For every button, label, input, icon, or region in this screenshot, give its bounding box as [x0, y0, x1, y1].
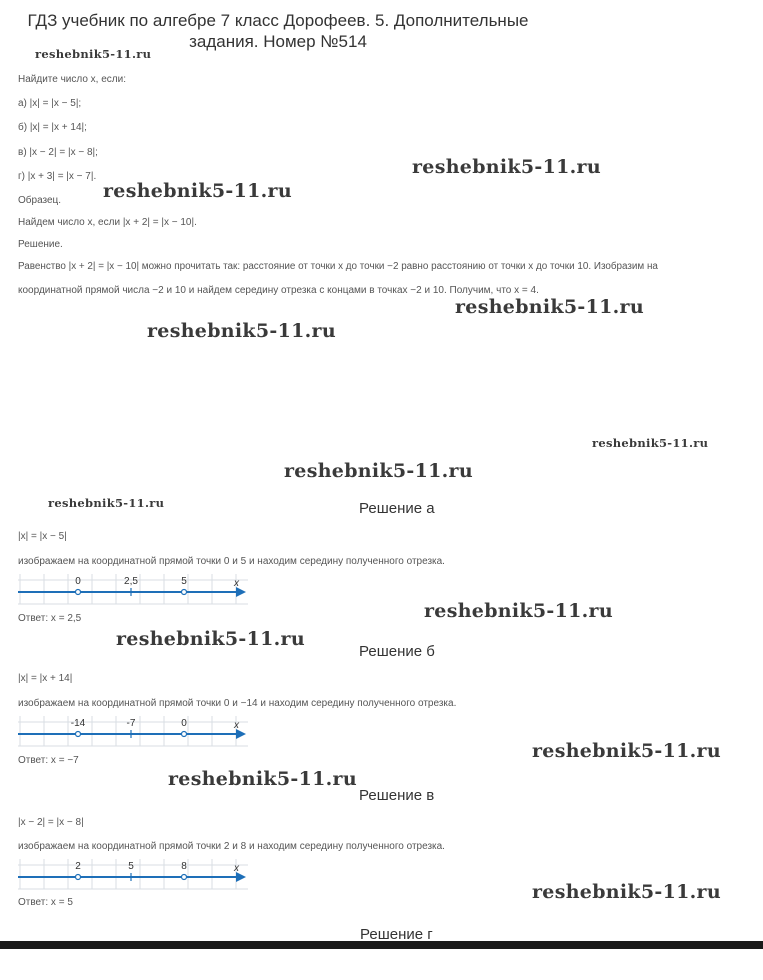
tick-label: 2 — [75, 861, 81, 872]
solution-g-heading: Решение г — [360, 926, 433, 940]
example-text-1: Равенство |x + 2| = |x − 10| можно прочитать так: расстояние от точки x до точки −2 равно расстоянию от точки x до точки 10. Изобразим на — [18, 261, 658, 272]
solution-a-heading: Решение а — [359, 500, 435, 517]
point-2 — [76, 875, 81, 880]
watermark: reshebnik5-11.ru — [147, 320, 336, 342]
solution-a-answer: Ответ: x = 2,5 — [18, 613, 82, 624]
watermark: reshebnik5-11.ru — [168, 768, 357, 790]
axis-letter: x — [234, 578, 239, 589]
solution-b-number-line — [18, 714, 250, 748]
solution-b-heading: Решение б — [359, 643, 435, 660]
tick-label: -7 — [126, 718, 136, 729]
watermark: reshebnik5-11.ru — [284, 460, 473, 482]
watermark: reshebnik5-11.ru — [532, 740, 721, 762]
tick-label: -14 — [70, 718, 86, 729]
watermark: reshebnik5-11.ru — [424, 600, 613, 622]
solution-b-text: изображаем на координатной прямой точки 0 и −14 и находим середину полученного отрезка. — [18, 698, 457, 709]
solution-a-number-line — [18, 572, 250, 606]
solution-v-text: изображаем на координатной прямой точки 2 и 8 и находим середину полученного отрезка. — [18, 841, 445, 852]
solution-v-answer: Ответ: x = 5 — [18, 897, 73, 908]
point-0 — [182, 732, 187, 737]
axis-letter: x — [234, 863, 239, 874]
watermark: reshebnik5-11.ru — [103, 180, 292, 202]
axis-letter: x — [234, 720, 239, 731]
solution-b-answer: Ответ: x = −7 — [18, 755, 79, 766]
task-intro: Найдите число x, если: — [18, 74, 126, 85]
solution-b-equation: |x| = |x + 14| — [18, 673, 73, 684]
watermark: reshebnik5-11.ru — [412, 156, 601, 178]
watermark: reshebnik5-11.ru — [116, 628, 305, 650]
tick-label: 8 — [181, 861, 187, 872]
example-text-2: координатной прямой числа −2 и 10 и найдем середину отрезка с концами в точках −2 и 10. Получим, что x = 4. — [18, 285, 539, 296]
solution-v-equation: |x − 2| = |x − 8| — [18, 817, 84, 828]
tick-label: 5 — [128, 861, 134, 872]
task-item-v: в) |x − 2| = |x − 8|; — [18, 147, 98, 158]
watermark: reshebnik5-11.ru — [455, 296, 644, 318]
watermark: reshebnik5-11.ru — [532, 881, 721, 903]
tick-label: 2,5 — [124, 576, 138, 587]
task-item-g: г) |x + 3| = |x − 7|. — [18, 171, 97, 182]
tick-label: 5 — [181, 576, 187, 587]
solution-v-heading: Решение в — [359, 787, 435, 804]
solution-v-number-line — [18, 857, 250, 891]
task-item-b: б) |x| = |x + 14|; — [18, 122, 87, 133]
point-5 — [182, 590, 187, 595]
watermark: reshebnik5-11.ru — [592, 436, 709, 450]
tick-label: 0 — [75, 576, 81, 587]
watermark: reshebnik5-11.ru — [35, 47, 152, 61]
bottom-bar — [0, 941, 763, 949]
tick-label: 0 — [181, 718, 187, 729]
point-minus-14 — [76, 732, 81, 737]
solution-a-text: изображаем на координатной прямой точки 0 и 5 и находим середину полученного отрезка. — [18, 556, 445, 567]
solution-label: Решение. — [18, 239, 63, 250]
point-8 — [182, 875, 187, 880]
solution-a-equation: |x| = |x − 5| — [18, 531, 67, 542]
watermark: reshebnik5-11.ru — [48, 496, 165, 510]
point-0 — [76, 590, 81, 595]
page-title: ГДЗ учебник по алгебре 7 класс Дорофеев. 5. Дополнительные задания. Номер №514 — [27, 11, 529, 51]
example-task: Найдем число x, если |x + 2| = |x − 10|. — [18, 217, 197, 228]
example-label: Образец. — [18, 195, 62, 206]
task-item-a: а) |x| = |x − 5|; — [18, 98, 82, 109]
